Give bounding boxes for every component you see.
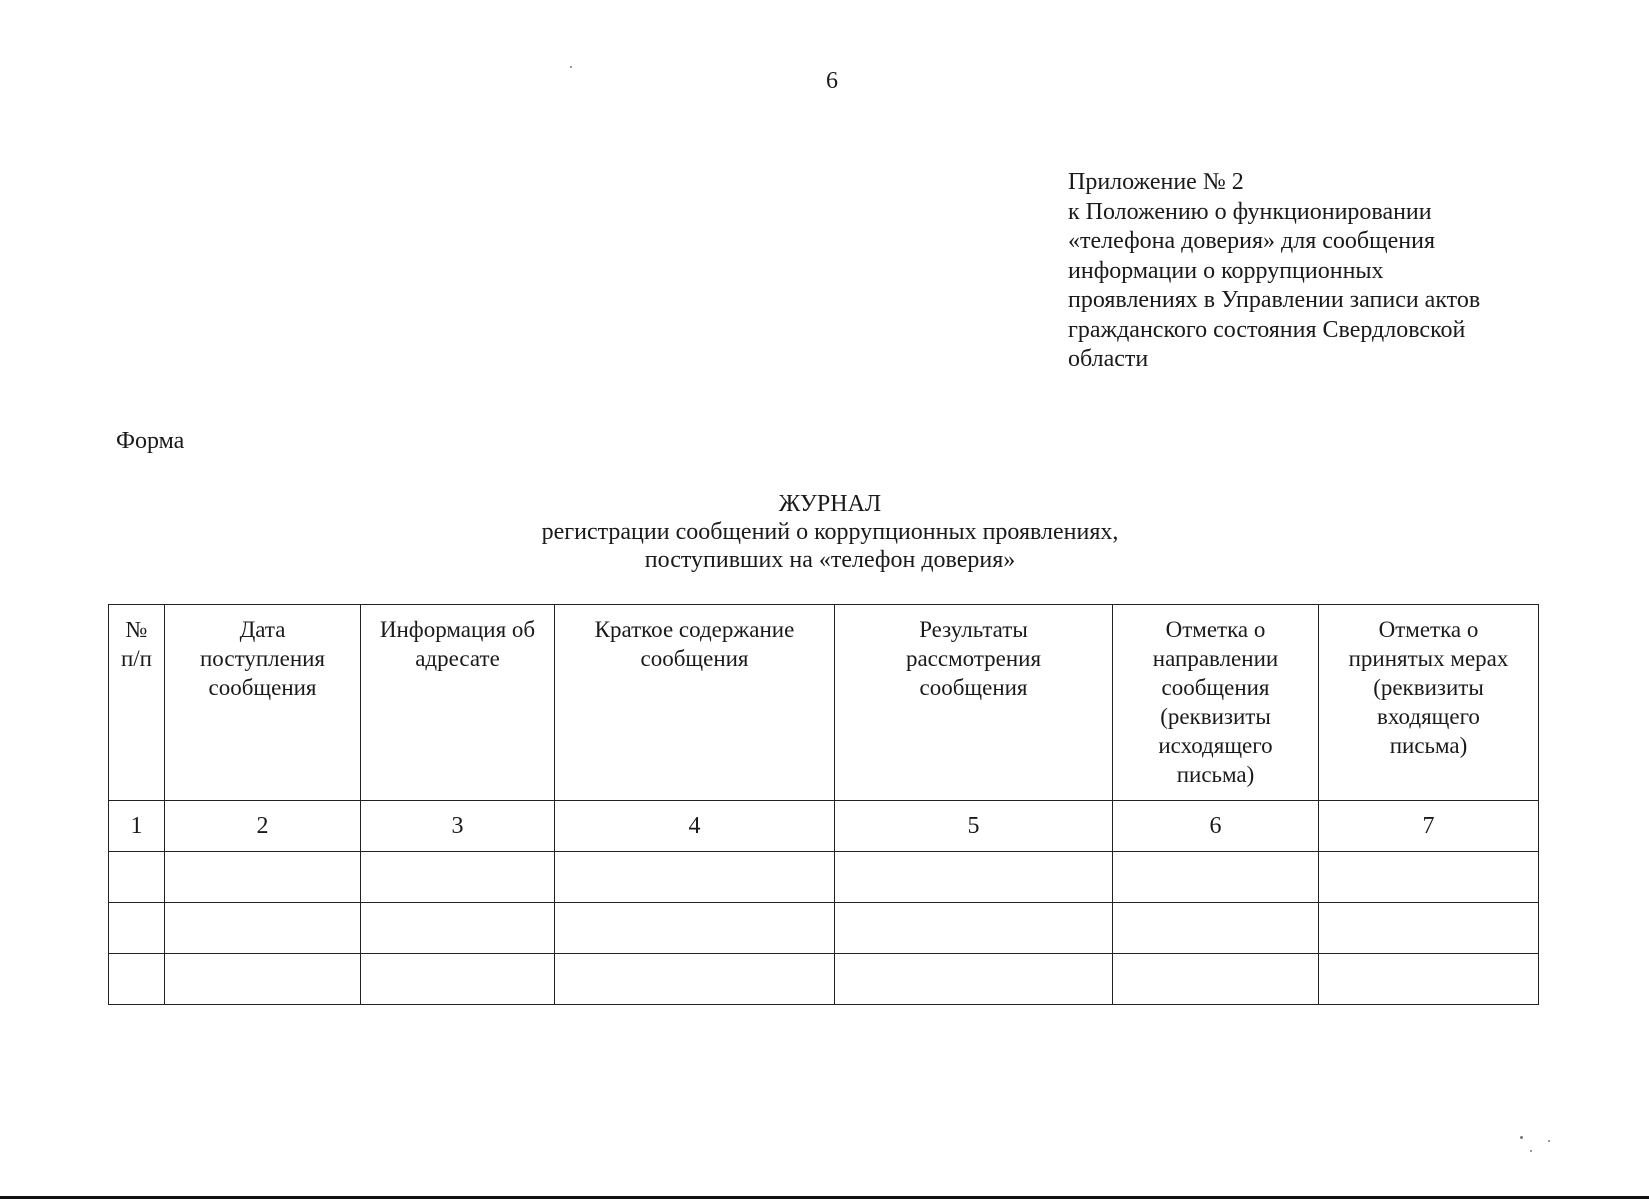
empty-cell	[109, 954, 165, 1005]
empty-cell	[165, 903, 361, 954]
header-row	[109, 605, 1539, 801]
column-number-cell: 3	[361, 801, 555, 852]
scan-speck	[1530, 1150, 1532, 1152]
column-number-row	[109, 801, 1539, 852]
empty-cell	[109, 903, 165, 954]
header-line: исходящего	[1158, 733, 1273, 758]
appendix-note	[1068, 168, 1538, 375]
empty-cell	[1113, 903, 1319, 954]
header-cell-forwarding	[1113, 605, 1319, 801]
header-line: Дата	[239, 617, 286, 642]
journal-title: ЖУРНАЛ	[778, 491, 882, 517]
table-row	[109, 903, 1539, 954]
empty-cell	[1113, 954, 1319, 1005]
header-line: Результаты	[919, 617, 1028, 642]
header-line: поступления	[199, 646, 326, 671]
journal-subtitle-line: поступивших на «телефон доверия»	[644, 547, 1016, 573]
header-line: сообщения	[208, 675, 317, 700]
empty-cell	[835, 903, 1113, 954]
header-cell-measures	[1319, 605, 1539, 801]
header-line: письма)	[1389, 733, 1468, 758]
header-cell-addressee	[361, 605, 555, 801]
appendix-line: «телефона доверия» для сообщения	[1068, 228, 1435, 254]
appendix-line: проявлениях в Управлении записи актов	[1068, 287, 1481, 313]
header-line: №	[125, 617, 148, 642]
header-cell-results	[835, 605, 1113, 801]
empty-cell	[361, 852, 555, 903]
empty-cell	[1319, 954, 1539, 1005]
empty-cell	[555, 954, 835, 1005]
empty-cell	[555, 852, 835, 903]
scan-speck	[1520, 1136, 1523, 1139]
appendix-line: информации о коррупционных	[1068, 257, 1384, 284]
empty-cell	[109, 852, 165, 903]
header-line: (реквизиты	[1373, 675, 1484, 700]
header-cell-date	[165, 605, 361, 801]
empty-cell	[1319, 852, 1539, 903]
column-number-cell: 1	[109, 801, 165, 852]
table-row	[109, 852, 1539, 903]
page-number: 6	[826, 68, 838, 94]
journal-table	[108, 604, 1539, 1005]
journal-subtitle-line: регистрации сообщений о коррупционных проявлениях,	[541, 519, 1119, 545]
column-number-cell: 2	[165, 801, 361, 852]
header-line: Информация об	[379, 617, 536, 642]
empty-cell	[835, 954, 1113, 1005]
header-cell-summary	[555, 605, 835, 801]
empty-cell	[165, 852, 361, 903]
journal-title-block	[330, 490, 1330, 574]
appendix-line: к Положению о функционировании	[1068, 198, 1432, 225]
empty-cell	[835, 852, 1113, 903]
header-line: п/п	[120, 646, 152, 671]
appendix-line: области	[1068, 346, 1149, 372]
header-line: направлении	[1152, 646, 1279, 671]
empty-cell	[1319, 903, 1539, 954]
empty-cell	[361, 954, 555, 1005]
header-line: сообщения	[919, 675, 1028, 700]
form-label: Форма	[116, 428, 185, 454]
appendix-line: Приложение № 2	[1068, 169, 1244, 195]
header-line: письма)	[1176, 762, 1255, 787]
empty-cell	[361, 903, 555, 954]
header-line: адресате	[415, 646, 500, 671]
empty-cell	[1113, 852, 1319, 903]
table-row	[109, 954, 1539, 1005]
header-line: принятых мерах	[1348, 646, 1509, 671]
header-line: Отметка о	[1378, 617, 1479, 642]
scan-speck	[1548, 1140, 1550, 1142]
scan-edge-line	[0, 1196, 1649, 1199]
header-line: входящего	[1377, 704, 1480, 729]
header-line: сообщения	[1161, 675, 1270, 700]
column-number-cell: 7	[1319, 801, 1539, 852]
scan-speck	[570, 66, 572, 68]
empty-cell	[165, 954, 361, 1005]
empty-cell	[555, 903, 835, 954]
header-line: рассмотрения	[905, 646, 1042, 671]
header-cell-number	[109, 605, 165, 801]
appendix-line: гражданского состояния Свердловской	[1068, 316, 1466, 343]
header-line: Отметка о	[1165, 617, 1266, 642]
column-number-cell: 4	[555, 801, 835, 852]
header-line: (реквизиты	[1160, 704, 1271, 729]
header-line: сообщения	[640, 646, 749, 671]
column-number-cell: 6	[1113, 801, 1319, 852]
column-number-cell: 5	[835, 801, 1113, 852]
header-line: Краткое содержание	[594, 617, 795, 642]
